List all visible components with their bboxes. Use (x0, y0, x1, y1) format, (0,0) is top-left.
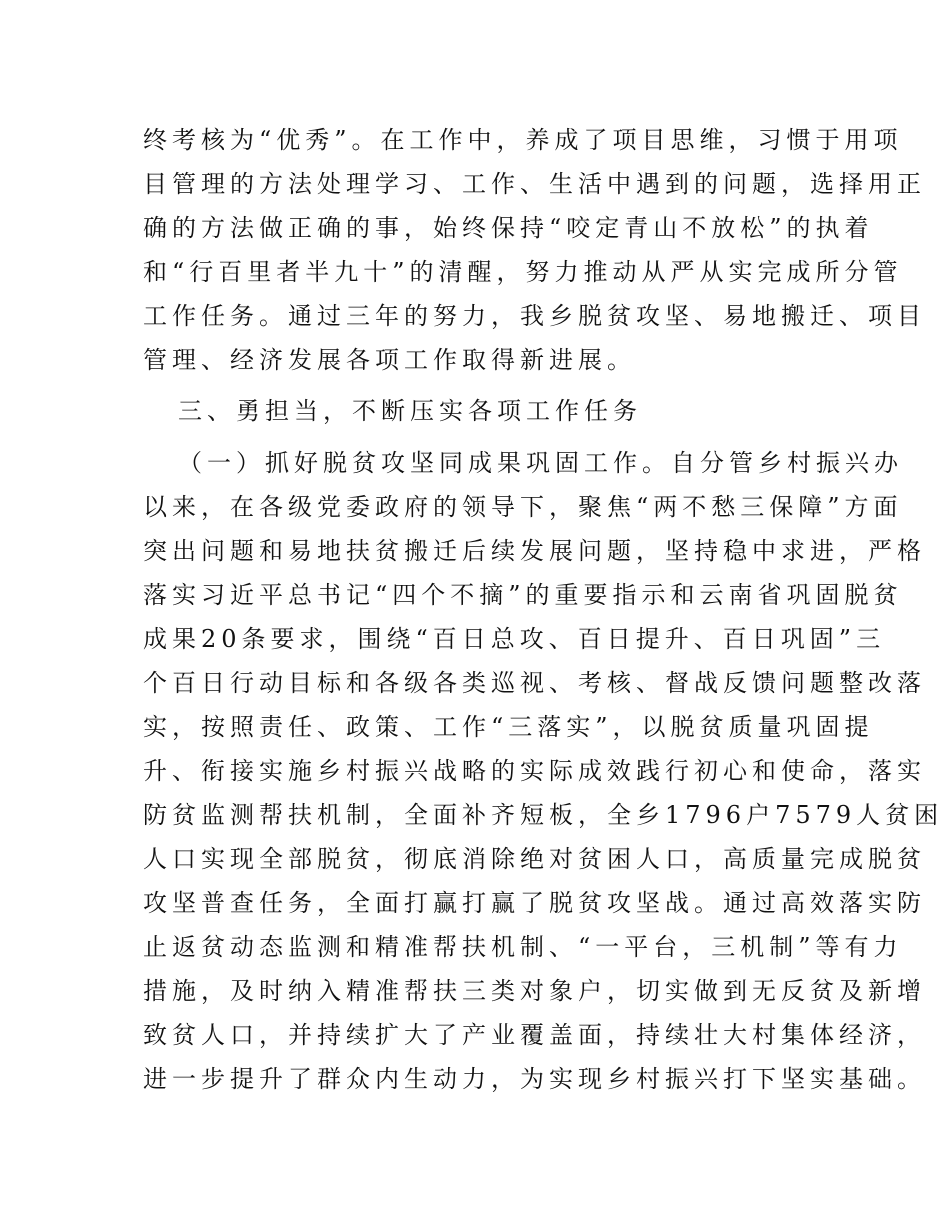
text-line: 实，按照责任、政策、工作“三落实”，以脱贫质量巩固提 (143, 713, 874, 741)
text-line: 目管理的方法处理学习、工作、生活中遇到的问题，选择用正 (143, 170, 926, 198)
subsection-heading: （一）抓好脱贫攻坚同成果巩固工作。自分管乡村振兴办 (178, 449, 903, 477)
text-line: 人口实现全部脱贫，彻底消除绝对贫困人口，高质量完成脱贫 (143, 845, 926, 873)
text-line: 工作任务。通过三年的努力，我乡脱贫攻坚、易地搬迁、项目 (143, 302, 926, 330)
text-line: 终考核为“优秀”。在工作中，养成了项目思维，习惯于用项 (143, 126, 903, 154)
text-line: 止返贫动态监测和精准帮扶机制、“一平台，三机制”等有力 (143, 933, 903, 961)
text-line: 致贫人口，并持续扩大了产业覆盖面，持续壮大村集体经济， (143, 1021, 926, 1049)
text-line: 升、衔接实施乡村振兴战略的实际成效践行初心和使命，落实 (143, 757, 926, 785)
text-line: 突出问题和易地扶贫搬迁后续发展问题，坚持稳中求进，严格 (143, 537, 926, 565)
text-line: 和“行百里者半九十”的清醒，努力推动从严从实完成所分管 (143, 258, 903, 286)
text-line: 落实习近平总书记“四个不摘”的重要指示和云南省巩固脱贫 (143, 581, 903, 609)
text-line: 进一步提升了群众内生动力，为实现乡村振兴打下坚实基础。 (143, 1065, 926, 1093)
text-line: 措施，及时纳入精准帮扶三类对象户，切实做到无反贫及新增 (143, 977, 926, 1005)
text-line: 成果20条要求，围绕“百日总攻、百日提升、百日巩固”三 (143, 625, 886, 653)
section-heading: 三、勇担当，不断压实各项工作任务 (178, 397, 642, 425)
text-line: 个百日行动目标和各级各类巡视、考核、督战反馈问题整改落 (143, 669, 926, 697)
text-line: 防贫监测帮扶机制，全面补齐短板，全乡1796户7579人贫困 (143, 801, 944, 829)
text-line: 攻坚普查任务，全面打赢打赢了脱贫攻坚战。通过高效落实防 (143, 889, 926, 917)
text-line: 以来，在各级党委政府的领导下，聚焦“两不愁三保障”方面 (143, 493, 903, 521)
text-line: 确的方法做正确的事，始终保持“咬定青山不放松”的执着 (143, 214, 874, 242)
text-line: 管理、经济发展各项工作取得新进展。 (143, 346, 636, 374)
